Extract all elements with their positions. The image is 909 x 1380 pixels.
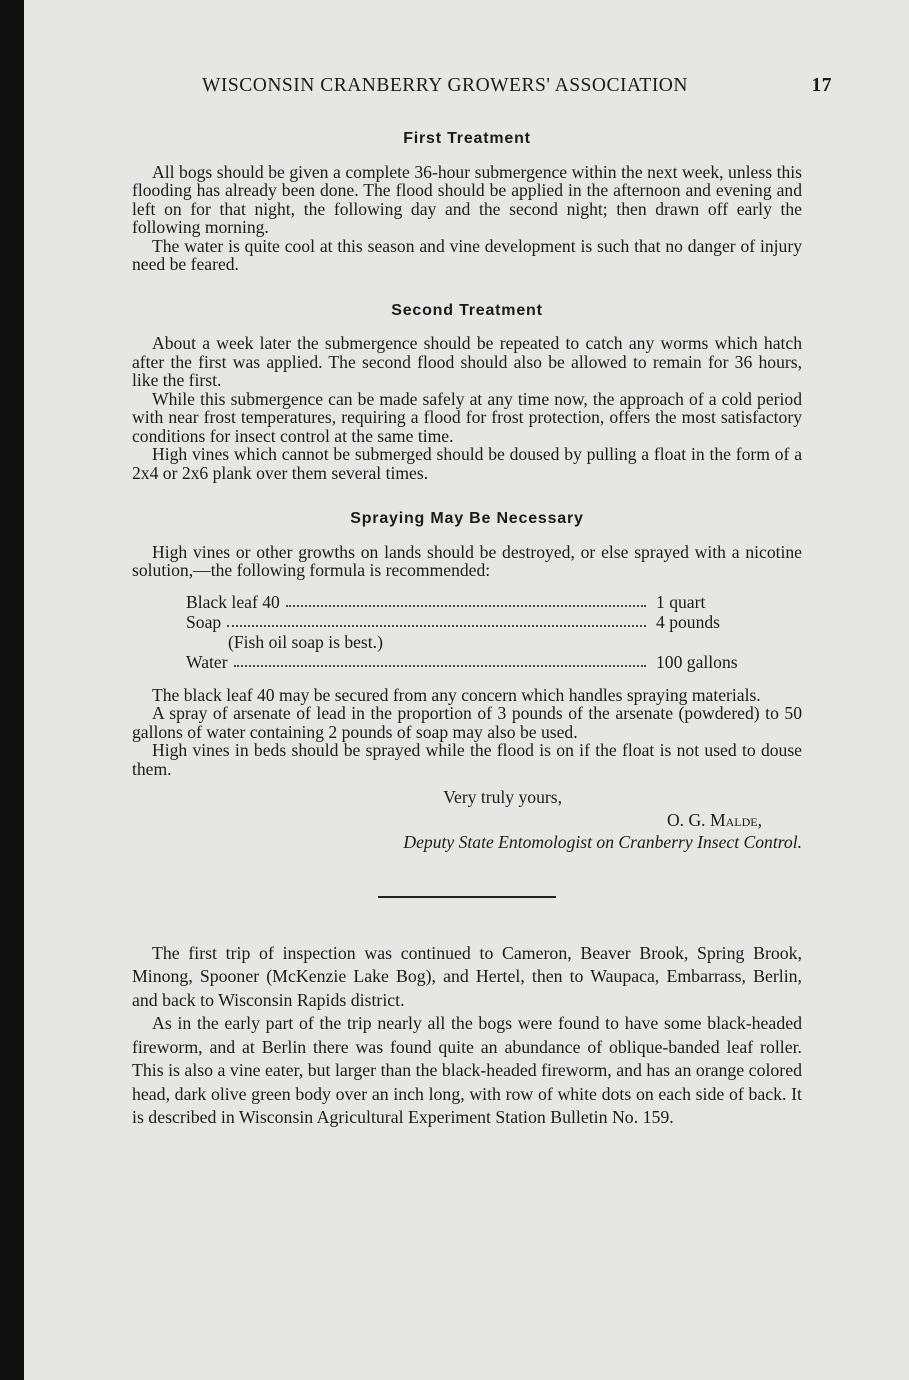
paragraph: The first trip of inspection was continued to Cameron, Beaver Brook, Spring Brook, Minong, Spooner (McKenzie Lake Bog), and Hertel, then to Waupaca, Embarrass, Berlin, and back to Wisconsin Rapids district.: [132, 942, 802, 1010]
page-number: 17: [811, 75, 832, 96]
formula-item: Water: [186, 652, 228, 672]
formula-amount: 1 quart: [656, 592, 706, 612]
formula-amount: 4 pounds: [656, 612, 721, 632]
paragraph: As in the early part of the trip nearly all the bogs were found to have some black-headed fireworm, and at Berlin there was found quite an abundance of oblique-banded leaf roller. This is also a vine eater, but larger than the black-headed fireworm, and has an orange colored head, dark olive green body over an inch long, with row of white dots on each side of back. It is described in Wisconsin Agricultural Experiment Station Bulletin No. 159.: [132, 1013, 802, 1127]
formula-row: [186, 612, 746, 632]
section-heading: First Treatment: [403, 130, 531, 147]
formula-amount: 100 gallons: [656, 652, 738, 672]
binding-strip: [0, 0, 24, 1380]
paragraph: High vines or other growths on lands should be destroyed, or else sprayed with a nicotine solution,—the following formula is recommended:: [132, 541, 802, 580]
section-divider: [378, 896, 556, 898]
letter-closing: [132, 788, 802, 852]
formula-item: Black leaf 40: [186, 592, 280, 612]
section-heading: Second Treatment: [391, 301, 543, 319]
signer-name: O. G. Malde,: [666, 809, 762, 830]
running-header: [202, 75, 832, 97]
leader-dots: [234, 665, 646, 667]
salutation: Very truly yours,: [443, 787, 562, 807]
paragraph: While this submergence can be made safely at any time now, the approach of a cold period with near frost temperatures, requiring a flood for frost protection, offers the most satisfactory conditions for insect control at the same time.: [132, 388, 802, 446]
paragraph: About a week later the submergence should be repeated to catch any worms which hatch after the first was applied. The second flood should also be allowed to remain for 36 hours, like the first.: [132, 333, 802, 390]
paragraph: All bogs should be given a complete 36-hour submergence within the next week, unless this flooding has already been done. The flood should be applied in the afternoon and evening and left on for that night, the following day and the second night; then drawn off early the following morning.: [132, 161, 802, 237]
section-second-treatment: [132, 302, 802, 483]
paragraph: High vines which cannot be submerged should be doused by pulling a float in the form of a 2x4 or 2x6 plank over them several times.: [132, 444, 802, 483]
paragraph: The black leaf 40 may be secured from any concern which handles spraying materials.: [152, 684, 761, 705]
formula-item: Soap: [186, 612, 222, 632]
formula-note: [186, 632, 746, 652]
running-title: WISCONSIN CRANBERRY GROWERS' ASSOCIATION: [202, 75, 688, 96]
section-spraying: [132, 510, 802, 778]
inspection-narrative: [132, 942, 802, 1130]
signer-title: Deputy State Entomologist on Cranberry Insect Control.: [403, 832, 802, 852]
section-first-treatment: [132, 130, 802, 274]
formula-note-text: (Fish oil soap is best.): [228, 632, 383, 652]
section-heading: Spraying May Be Necessary: [350, 510, 584, 527]
paragraph: The water is quite cool at this season and vine development is such that no danger of injury need be feared.: [132, 235, 802, 274]
leader-dots: [227, 625, 646, 627]
spray-formula: [186, 592, 746, 672]
document-page: [24, 0, 909, 1380]
paragraph: A spray of arsenate of lead in the proportion of 3 pounds of the arsenate (powdered) to 50 gallons of water containing 2 pounds of soap may also be used.: [132, 703, 802, 742]
main-content: [132, 130, 802, 1130]
paragraph: High vines in beds should be sprayed while the flood is on if the float is not used to douse them.: [132, 740, 802, 779]
formula-row: [186, 652, 746, 672]
formula-row: [186, 592, 746, 612]
leader-dots: [286, 605, 646, 607]
